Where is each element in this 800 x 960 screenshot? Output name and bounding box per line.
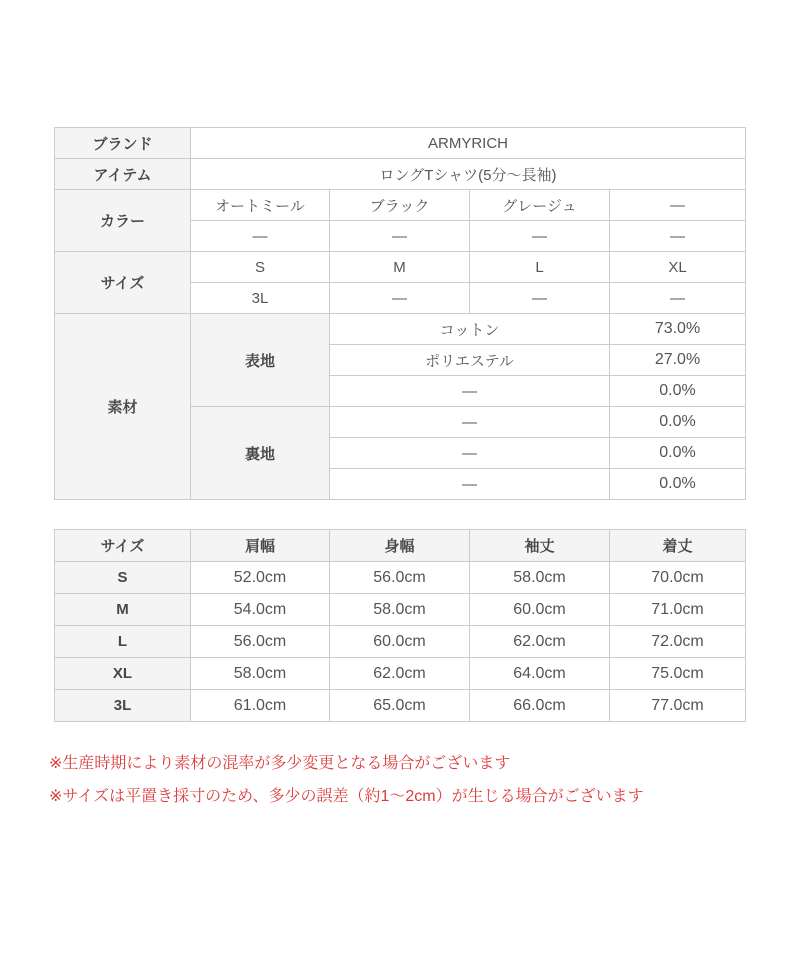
material-percent: 0.0% [610,469,746,500]
measurement-value: 62.0cm [470,626,610,658]
outer-fabric-label: 表地 [191,314,330,407]
color-value: オートミール [191,190,330,221]
product-spec-table [54,127,746,500]
measurement-value: 70.0cm [610,562,746,594]
size-label: サイズ [55,252,191,314]
material-name: — [330,438,610,469]
measurement-value: 60.0cm [470,594,610,626]
item-row [55,159,746,190]
measurement-value: 72.0cm [610,626,746,658]
color-value: — [330,221,470,252]
measurement-value: 56.0cm [191,626,330,658]
size-value: — [330,283,470,314]
measurement-value: 66.0cm [470,690,610,722]
color-value: — [191,221,330,252]
color-value: — [610,221,746,252]
material-row [55,314,746,345]
color-value: — [610,190,746,221]
item-value: ロングTシャツ(5分～長袖) [191,159,746,190]
column-header: サイズ [55,530,191,562]
measurement-value: 60.0cm [330,626,470,658]
size-value: S [191,252,330,283]
material-name: コットン [330,314,610,345]
measurement-value: 62.0cm [330,658,470,690]
row-size-label: L [55,626,191,658]
size-value: M [330,252,470,283]
measurement-value: 64.0cm [470,658,610,690]
size-value: XL [610,252,746,283]
material-name: — [330,376,610,407]
size-row-1 [55,252,746,283]
lining-label: 裏地 [191,407,330,500]
size-chart-table [54,529,746,722]
size-value: 3L [191,283,330,314]
size-value: — [610,283,746,314]
material-percent: 0.0% [610,438,746,469]
color-value: グレージュ [470,190,610,221]
size-value: L [470,252,610,283]
column-header: 肩幅 [191,530,330,562]
size-chart-row [55,594,746,626]
material-name: — [330,407,610,438]
note-material-mix: ※生産時期により素材の混率が多少変更となる場合がございます [49,755,511,772]
material-label: 素材 [55,314,191,500]
color-value: ブラック [330,190,470,221]
measurement-value: 71.0cm [610,594,746,626]
size-chart-header-row [55,530,746,562]
caution-notes [49,755,745,806]
brand-value: ARMYRICH [191,128,746,159]
measurement-value: 56.0cm [330,562,470,594]
measurement-value: 61.0cm [191,690,330,722]
brand-label: ブランド [55,128,191,159]
material-percent: 73.0% [610,314,746,345]
brand-row [55,128,746,159]
size-chart-row [55,690,746,722]
size-chart-row [55,562,746,594]
measurement-value: 58.0cm [330,594,470,626]
column-header: 着丈 [610,530,746,562]
color-value: — [470,221,610,252]
material-name: — [330,469,610,500]
material-percent: 27.0% [610,345,746,376]
row-size-label: 3L [55,690,191,722]
material-name: ポリエステル [330,345,610,376]
measurement-value: 52.0cm [191,562,330,594]
column-header: 身幅 [330,530,470,562]
size-chart-row [55,658,746,690]
measurement-value: 75.0cm [610,658,746,690]
row-size-label: XL [55,658,191,690]
measurement-value: 58.0cm [191,658,330,690]
measurement-value: 77.0cm [610,690,746,722]
size-value: — [470,283,610,314]
measurement-value: 58.0cm [470,562,610,594]
measurement-value: 65.0cm [330,690,470,722]
size-chart-row [55,626,746,658]
material-percent: 0.0% [610,407,746,438]
column-header: 袖丈 [470,530,610,562]
measurement-value: 54.0cm [191,594,330,626]
material-percent: 0.0% [610,376,746,407]
note-measurement-error: ※サイズは平置き採寸のため、多少の誤差（約1～2cm）が生じる場合がございます [49,788,644,805]
color-row-1 [55,190,746,221]
color-label: カラー [55,190,191,252]
item-label: アイテム [55,159,191,190]
row-size-label: M [55,594,191,626]
row-size-label: S [55,562,191,594]
